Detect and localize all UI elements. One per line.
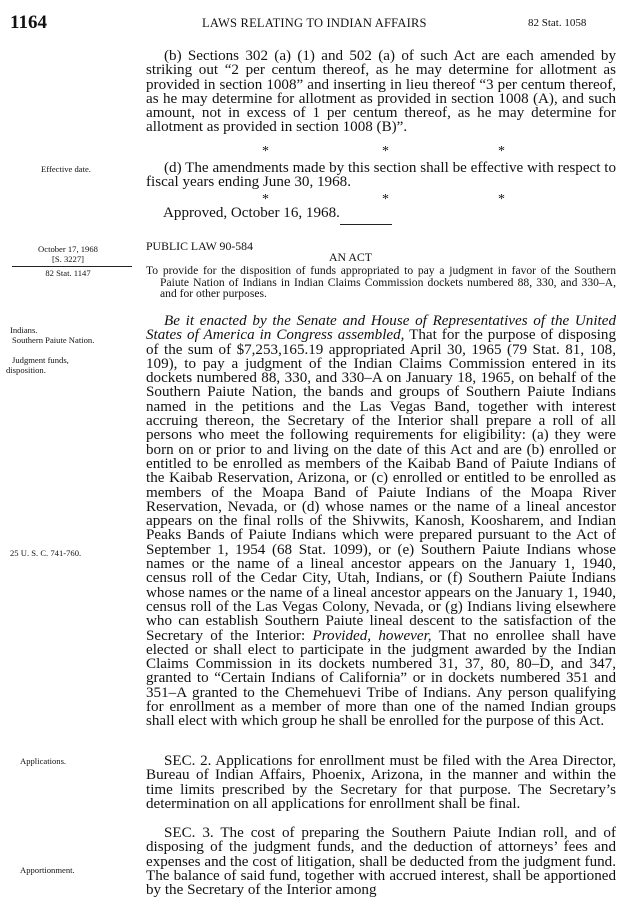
- asterisk: *: [382, 144, 389, 159]
- margin-stat: 82 Stat. 1147: [45, 268, 91, 278]
- asterisk: *: [498, 192, 505, 207]
- section-2: [146, 754, 616, 811]
- asterisk-divider-2: [146, 192, 616, 206]
- stat-reference: 82 Stat. 1058: [528, 17, 587, 29]
- approved-line: Approved, October 16, 1968.: [163, 205, 340, 221]
- proviso: Provided, however,: [312, 627, 432, 644]
- asterisk-divider-1: [146, 144, 616, 158]
- public-law-number: PUBLIC LAW 90-584: [146, 239, 253, 253]
- section-1-part-2: That no enrollee shall have elected or shall elect to participate in the judgment awarded by the Indian Claims Commission in its dockets numbered 31, 37, 80, 80–D, and 347, granted to “Certain Indians of California” or in dockets numbered 351 and 351–A granted to the Chemehuevi Tribe of Indians. Any person qualifying for enrollment as a member of more than one of the named Indian groups shall elect with which group he shall be enrolled for the purpose of this Act.: [146, 627, 616, 730]
- margin-indians: Indians.: [10, 325, 38, 335]
- paragraph-b: [146, 49, 616, 135]
- enacting-clause: Be it enacted by the Senate and House of Representatives of the United States of America in Congress assembled,: [146, 313, 616, 344]
- page-number: 1164: [10, 12, 47, 33]
- asterisk: *: [262, 144, 269, 159]
- section-3: [146, 826, 616, 897]
- act-summary: [146, 265, 616, 300]
- asterisk: *: [498, 144, 505, 159]
- running-title: LAWS RELATING TO INDIAN AFFAIRS: [202, 16, 427, 30]
- margin-date: October 17, 1968: [38, 244, 98, 254]
- asterisk: *: [262, 192, 269, 207]
- section-1-part-1: That for the purpose of disposing of the sum of $7,253,165.19 appropriated April 30, 1965 (79 Stat. 81, 108, 109), to pay a judgment of the Indian Claims Commission entered in its dockets numbered 88, 330, and 330–A on January 18, 1965, on behalf of the Southern Paiute Nation, the bands and groups of Southern Paiute Indians named in the petitions and the Las Vegas Band, together with interest accruing thereon, the Secretary of the Interior shall prepare a roll of all persons who meet the following requirements for eligibility: (a) they were born on or prior to and living on the date of this Act and are (b) enrolled or entitled to be enrolled as members of the Kaibab Band of Paiute Indians of the Kaibab Reservation, Arizona, or (c) enrolled or entitled to be enrolled as members of the Moapa Band of Paiute Indians of the Moapa River Reservation, Nevada, or (d) whose names or the name of a lineal ancestor appears on the final rolls of the Shivwits, Kanosh, Koosharem, and Indian Peaks Bands of Paiute Indians which were prepared pursuant to the Act of September 1, 1954 (68 Stat. 1099), or (e) Southern Paiute Indians whose names or the name of a lineal ancestor appears on the January 1, 1940, census roll of the Cedar City, Utah, Indians, or (f) Southern Paiute Indians whose names or the name of a lineal ancestor appears on the January 1, 1940, census roll of the Las Vegas Colony, Nevada, or (g) Indians living elsewhere who can establish Southern Paiute lineal descent to the satisfaction of the Secretary of the Interior:: [146, 327, 616, 644]
- margin-applications: Applications.: [20, 756, 67, 766]
- end-rule: [340, 224, 392, 225]
- section-1-text: [146, 314, 616, 729]
- paragraph-d: [146, 161, 616, 190]
- margin-apportionment: Apportionment.: [20, 865, 75, 875]
- paragraph-b-text: (b) Sections 302 (a) (1) and 502 (a) of such Act are each amended by striking out “2 per centum thereof, as he may determine for allotment as provided in section 1008” and inserting in lieu thereof “3 per centum thereof, as he may determine for allotment as provided in section 1008 (A), and such amount, not in excess of 1 per centum thereof, as he may determine for allotment as provided in section 1008 (B)”.: [146, 48, 616, 136]
- margin-rule: [12, 266, 132, 267]
- margin-bill-number: [S. 3227]: [52, 254, 84, 264]
- margin-usc-citation: 25 U. S. C. 741-760.: [10, 548, 82, 558]
- paragraph-d-text: (d) The amendments made by this section shall be effective with respect to fiscal years ending June 30, 1968.: [146, 160, 616, 191]
- margin-southern-paiute: Southern Paiute Nation.: [12, 335, 95, 345]
- margin-judgment-funds: Judgment funds, disposition.: [6, 355, 69, 375]
- asterisk: *: [382, 192, 389, 207]
- an-act-heading: AN ACT: [329, 250, 372, 264]
- section-1: [146, 314, 616, 729]
- section-3-text: SEC. 3. The cost of preparing the Southern Paiute Indian roll, and of disposing of the judgment funds, and the deduction of attorneys’ fees and expenses and the cost of litigation, shall be deducted from the judgment fund. The balance of said fund, together with accrued interest, shall be apportioned by the Secretary of the Interior among: [146, 825, 616, 899]
- margin-note-effective-date: Effective date.: [41, 164, 91, 174]
- section-2-text: SEC. 2. Applications for enrollment must be filed with the Area Director, Bureau of Indian Affairs, Phoenix, Arizona, in the manner and within the time limits prescribed by the Secretary for that purpose. The Secretary’s determination on all applications for enrollment shall be final.: [146, 753, 616, 812]
- act-summary-text: To provide for the disposition of funds appropriated to pay a judgment in favor of the Southern Paiute Nation of Indians in Indian Claims Commission dockets numbered 88, 330, and 330–A, and for other purposes.: [146, 264, 616, 300]
